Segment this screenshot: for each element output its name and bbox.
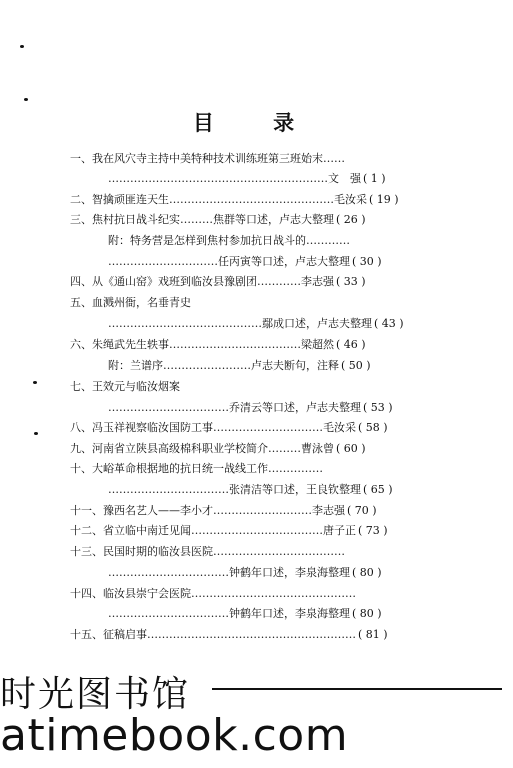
toc-entry-title: 二、智擒顽匪连天生………………………………………毛汝采 ( 19 ) bbox=[70, 193, 399, 206]
page-number: ( 60 ) bbox=[336, 442, 366, 455]
toc-entry-author: ……………………………钟鹤年口述，李泉海整理 ( 80 ) bbox=[108, 566, 382, 579]
page-number: ( 58 ) bbox=[358, 421, 388, 434]
page-number: ( 70 ) bbox=[347, 504, 377, 517]
scan-speck bbox=[34, 432, 38, 435]
page-number: ( 43 ) bbox=[374, 317, 404, 330]
toc-entry-title: 附：特务营是怎样到焦村参加抗日战斗的………… bbox=[108, 234, 350, 247]
watermark-rule bbox=[212, 688, 502, 690]
toc-entry-title: 一、我在风穴寺主持中美特种技术训练班第三班始末…… bbox=[70, 152, 345, 165]
toc-entry-title: 附：兰谱序……………………卢志夫断句，注释 ( 50 ) bbox=[108, 359, 371, 372]
toc-entry-title: 四、从《通山窑》戏班到临汝县豫剧团…………李志强 ( 33 ) bbox=[70, 275, 366, 288]
toc-entry-title: 十一、豫西名艺人——李小才………………………李志强 ( 70 ) bbox=[70, 504, 377, 517]
watermark-domain: atimebook.com bbox=[0, 710, 349, 761]
watermark-chinese: 时光图书馆 bbox=[0, 674, 191, 715]
page-number: ( 1 ) bbox=[363, 172, 386, 185]
page-number: ( 80 ) bbox=[352, 566, 382, 579]
page-number: ( 81 ) bbox=[358, 628, 388, 641]
toc-entry-number: 七、 bbox=[70, 380, 92, 393]
toc-entry-title: 十四、临汝县崇宁会医院……………………………………… bbox=[70, 587, 356, 600]
toc-entry-number: 十、 bbox=[70, 462, 92, 475]
page-number: ( 73 ) bbox=[358, 524, 388, 537]
toc-entry-number: 三、 bbox=[70, 213, 92, 226]
toc-entry-author: ……………………………乔清云等口述，卢志夫整理 ( 53 ) bbox=[108, 401, 393, 414]
page-title: 目 录 bbox=[192, 110, 321, 135]
page-number: ( 50 ) bbox=[341, 359, 371, 372]
toc-entry-author: ……………………………………………………文 强 ( 1 ) bbox=[108, 172, 386, 185]
page-number: ( 30 ) bbox=[352, 255, 382, 268]
toc-entry-title: 十五、征稿启事………………………………………………… ( 81 ) bbox=[70, 628, 388, 641]
toc-entry-number: 四、 bbox=[70, 275, 92, 288]
toc-entry-number: 十一、 bbox=[70, 504, 103, 517]
toc-entry-author: …………………………任丙寅等口述，卢志大整理 ( 30 ) bbox=[108, 255, 382, 268]
toc-entry-title: 八、冯玉祥视察临汝国防工事…………………………毛汝采 ( 58 ) bbox=[70, 421, 388, 434]
toc-entry-number: 十二、 bbox=[70, 524, 103, 537]
page-number: ( 65 ) bbox=[363, 483, 393, 496]
scan-speck bbox=[33, 381, 37, 384]
toc-entry-title: 六、朱绳武先生轶事………………………………梁超然 ( 46 ) bbox=[70, 338, 366, 351]
toc-entry-author: ……………………………………鄢成口述，卢志夫整理 ( 43 ) bbox=[108, 317, 404, 330]
toc-entry-number: 六、 bbox=[70, 338, 92, 351]
toc-entry-title: 十二、省立临中南迁见闻………………………………唐子正 ( 73 ) bbox=[70, 524, 388, 537]
toc-entry-author: ……………………………张清洁等口述，王良钦整理 ( 65 ) bbox=[108, 483, 393, 496]
page-number: ( 53 ) bbox=[363, 401, 393, 414]
toc-entry-title: 三、焦村抗日战斗纪实………焦群等口述，卢志大整理 ( 26 ) bbox=[70, 213, 366, 226]
toc-entry-number: 一、 bbox=[70, 152, 92, 165]
page-number: ( 19 ) bbox=[369, 193, 399, 206]
scan-speck bbox=[20, 45, 24, 48]
toc-entry-number: 十五、 bbox=[70, 628, 103, 641]
toc-entry-title: 十、大峪革命根据地的抗日统一战线工作…………… bbox=[70, 462, 323, 475]
toc-entry-author: ……………………………钟鹤年口述，李泉海整理 ( 80 ) bbox=[108, 607, 382, 620]
toc-entry-number: 五、 bbox=[70, 296, 92, 309]
toc-entry-number: 十四、 bbox=[70, 587, 103, 600]
toc-entry-title: 十三、民国时期的临汝县医院……………………………… bbox=[70, 545, 345, 558]
page-number: ( 46 ) bbox=[336, 338, 366, 351]
toc-entry-title: 五、血溅州衙，名垂青史 bbox=[70, 296, 191, 309]
page-number: ( 33 ) bbox=[336, 275, 366, 288]
page-number: ( 26 ) bbox=[336, 213, 366, 226]
page-number: ( 80 ) bbox=[352, 607, 382, 620]
toc-entry-number: 十三、 bbox=[70, 545, 103, 558]
toc-entry-number: 八、 bbox=[70, 421, 92, 434]
toc-entry-number: 九、 bbox=[70, 442, 92, 455]
toc-entry-title: 九、河南省立陕县高级棉科职业学校简介………曹泳曾 ( 60 ) bbox=[70, 442, 366, 455]
toc-entry-number: 二、 bbox=[70, 193, 92, 206]
toc-entry-title: 七、王效元与临汝烟案 bbox=[70, 380, 180, 393]
scan-speck bbox=[24, 98, 28, 101]
